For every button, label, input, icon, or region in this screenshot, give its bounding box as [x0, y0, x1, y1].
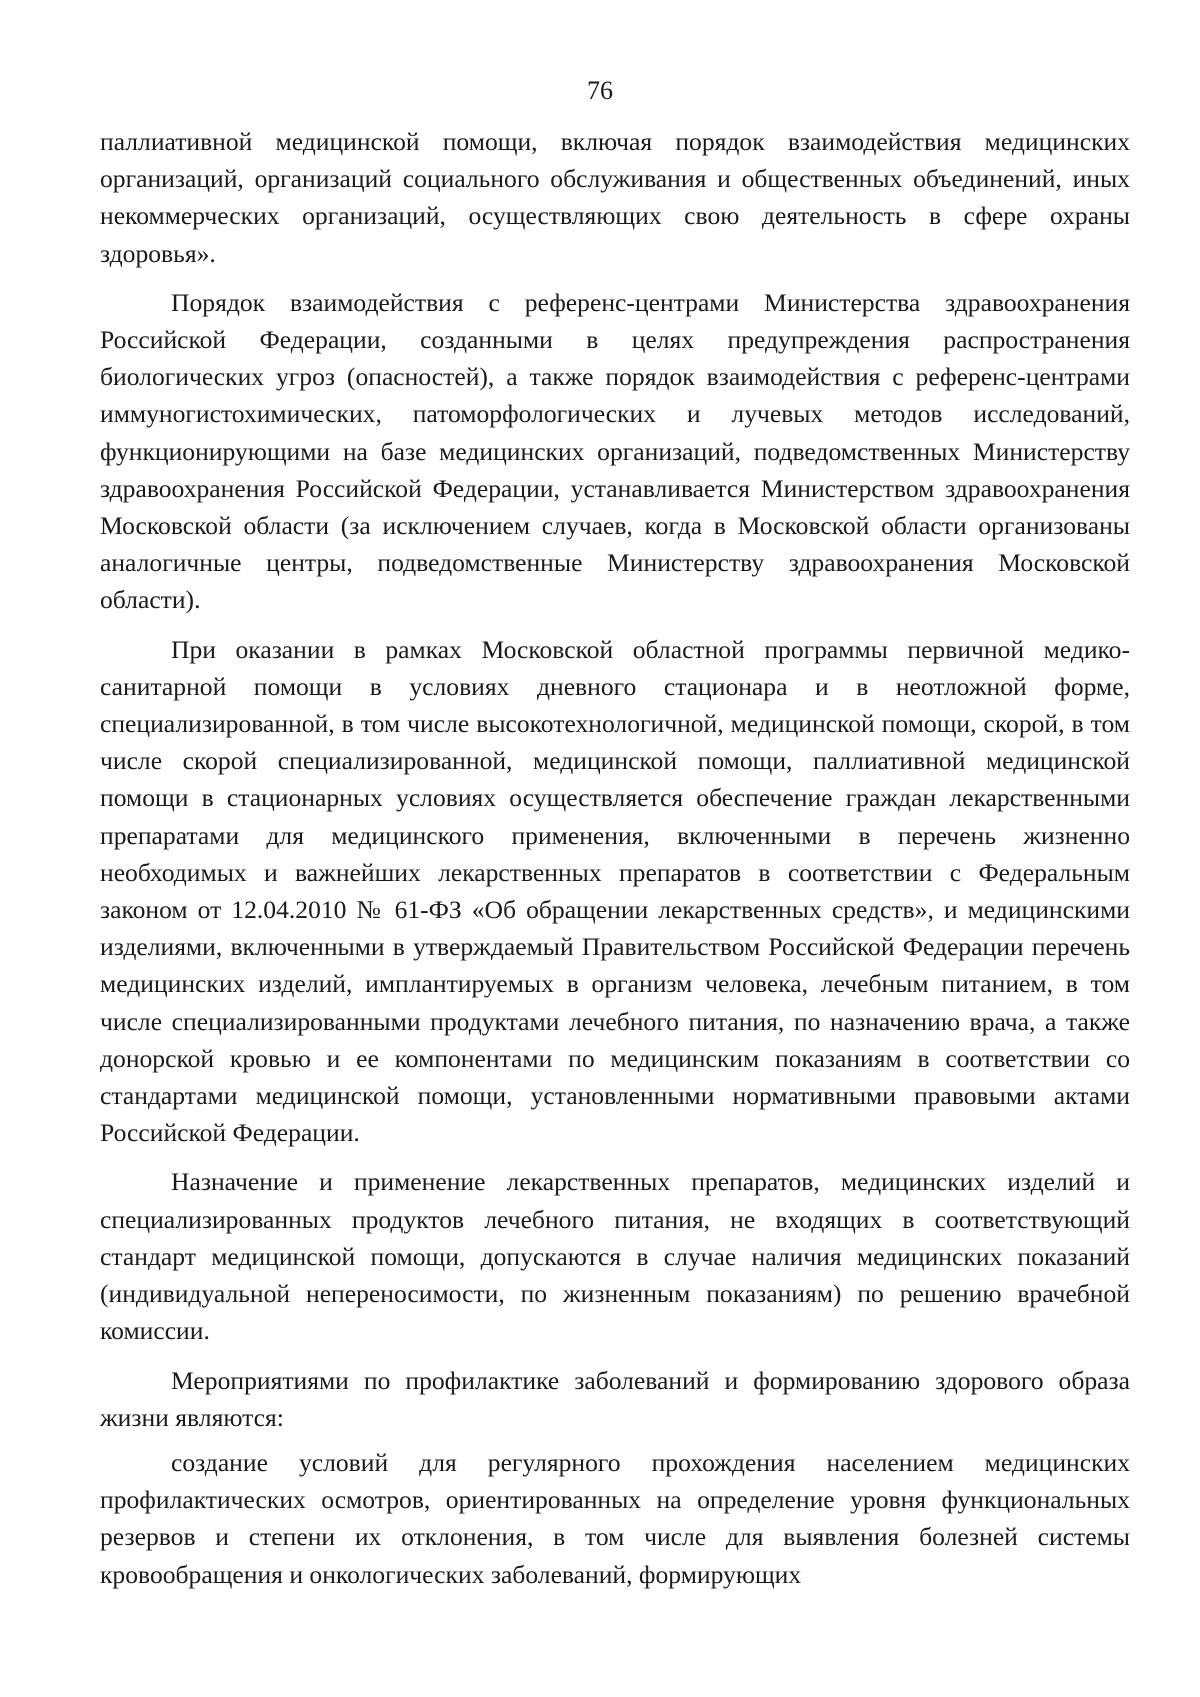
paragraph-prevention-item: создание условий для регулярного прохождения населением медицинских профилактических осмотров, ориентированных на определение уровня функциональных резервов и степени их отклонения, в том числе для выявления болезней системы кровообращения и онкологических заболеваний, формирующих [100, 1447, 1130, 1589]
document-body [100, 123, 1130, 1605]
paragraph-prevention-intro: Мероприятиями по профилактике заболеваний и формированию здорового образа жизни являются: [100, 1365, 1130, 1432]
page-number: 76 [587, 76, 613, 105]
paragraph-prescription: Назначение и применение лекарственных препаратов, медицинских изделий и специализированных продуктов лечебного питания, не входящих в соответствующий стандарт медицинской помощи, допускаются в случае наличия медицинских показаний (индивидуальной непереносимости, по жизненным показаниям) по решению врачебной комиссии. [100, 1167, 1130, 1346]
paragraph-drug-provision: При оказании в рамках Московской областной программы первичной медико-санитарной помощи в условиях дневного стационара и в неотложной форме, специализированной, в том числе высокотехнологичной, медицинской помощи, скорой, в том числе скорой специализированной, медицинской помощи, паллиативной медицинской помощи в стационарных условиях осуществляется обеспечение граждан лекарственными препаратами для медицинского применения, включенными в перечень жизненно необходимых и важнейших лекарственных препаратов в соответствии с Федеральным законом от 12.04.2010 № 61-ФЗ «Об обращении лекарственных средств», и медицинскими изделиями, включенными в утверждаемый Правительством Российской Федерации перечень медицинских изделий, имплантируемых в организм человека, лечебным питанием, в том числе специализированными продуктами лечебного питания, по назначению врача, а также донорской кровью и ее компонентами по медицинским показаниям в соответствии со стандартами медицинской помощи, установленными нормативными правовыми актами Российской Федерации. [100, 634, 1130, 1148]
paragraph-reference-centers: Порядок взаимодействия с референс-центрами Министерства здравоохранения Российской Федерации, созданными в целях предупреждения распространения биологических угроз (опасностей), а также порядок взаимодействия с референс-центрами иммуногистохимических, патоморфологических и лучевых методов исследований, функционирующими на базе медицинских организаций, подведомственных Министерству здравоохранения Российской Федерации, устанавливается Министерством здравоохранения Московской области (за исключением случаев, когда в Московской области организованы аналогичные центры, подведомственные Министерству здравоохранения Московской области). [100, 287, 1130, 615]
paragraph-continued: паллиативной медицинской помощи, включая порядок взаимодействия медицинских организаций, организаций социального обслуживания и общественных объединений, иных некоммерческих организаций, осуществляющих свою деятельность в сфере охраны здоровья». [100, 127, 1130, 268]
